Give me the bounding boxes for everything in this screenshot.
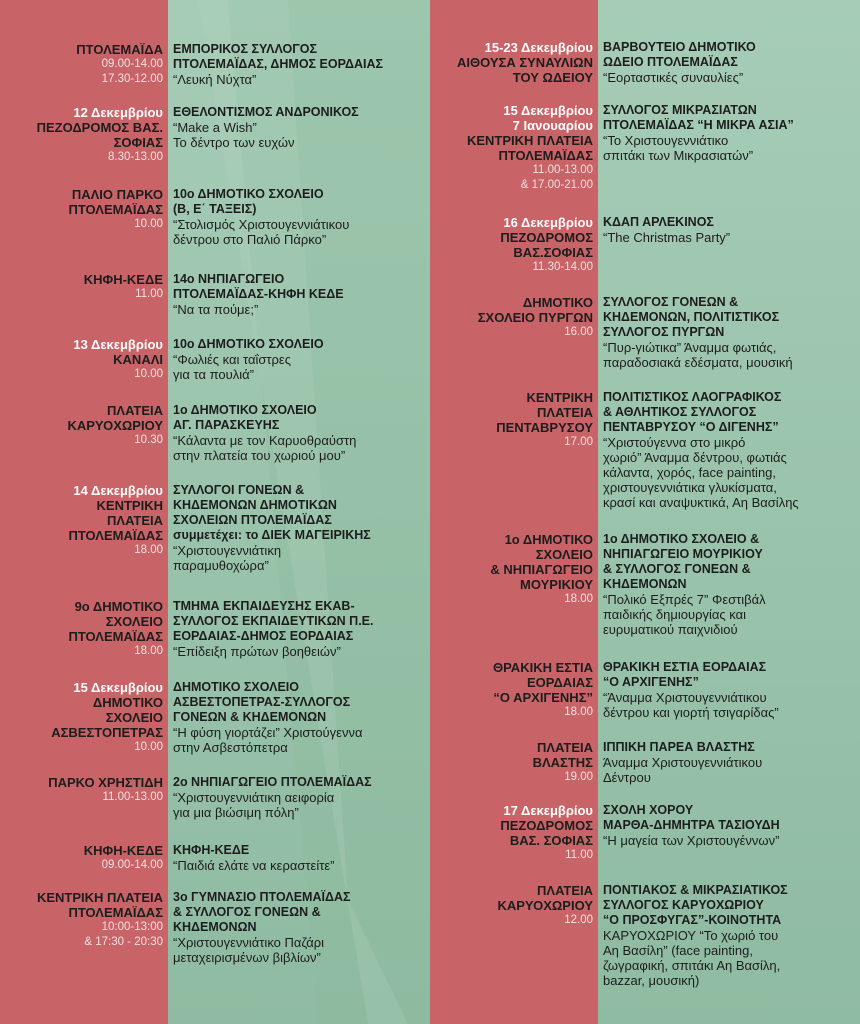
event-description: κάλαντα, χορός, face painting, (603, 465, 777, 480)
event-place: ΠΤΟΛΕΜΑΪΔΑΣ (68, 629, 163, 644)
event-description: “Η μαγεία των Χριστουγέννων” (603, 833, 780, 848)
event-when (433, 40, 593, 85)
event-when (3, 337, 163, 382)
event-place: ΣΧΟΛΕΙΟ ΠΥΡΓΩΝ (477, 310, 593, 325)
event-description: “Κάλαντα με τον Καρυοθραύστη (173, 433, 357, 448)
event-description: “Το Χριστουγεννιάτικο (603, 133, 729, 148)
event-date: 12 Δεκεμβρίου (73, 105, 163, 120)
event-description: “Πολικό Εξπρές 7” Φεστιβάλ (603, 592, 766, 607)
event-organizer: “Ο ΑΡΧΙΓΕΝΗΣ” (603, 675, 699, 689)
event-place: ΠΑΡΚΟ ΧΡΗΣΤΙΔΗ (48, 775, 163, 790)
event-organizer: ΔΗΜΟΤΙΚΟ ΣΧΟΛΕΙΟ (173, 680, 300, 694)
event-what (603, 215, 858, 245)
event-place: ΔΗΜΟΤΙΚΟ (92, 695, 163, 710)
event-place: & ΝΗΠΙΑΓΩΓΕΙΟ (490, 562, 593, 577)
event-when (433, 390, 593, 450)
event-organizer: ΣΧΟΛΗ ΧΟΡΟΥ (603, 803, 694, 817)
event-description: στην πλατεία του χωριού μου” (173, 448, 346, 463)
event-organizer: 10ο ΔΗΜΟΤΙΚΟ ΣΧΟΛΕΙΟ (173, 187, 324, 201)
event-what (603, 532, 858, 637)
event-when (433, 883, 593, 928)
event-time: 10.00 (134, 741, 163, 753)
event-organizer: ΤΜΗΜΑ ΕΚΠΑΙΔΕΥΣΗΣ ΕΚΑΒ- (173, 599, 355, 613)
event-place: ΚΗΦΗ-ΚΕΔΕ (83, 272, 163, 287)
event-description: “Εορταστικές συναυλίες” (603, 70, 744, 85)
event-description: Δέντρου (603, 770, 651, 785)
event-place: 9ο ΔΗΜΟΤΙΚΟ (74, 599, 163, 614)
event-organizer: ΣΥΛΛΟΓΟΙ ΓΟΝΕΩΝ & (173, 483, 305, 497)
event-when (433, 295, 593, 340)
event-organizer: ΠΤΟΛΕΜΑΪΔΑΣ “Η ΜΙΚΡΑ ΑΣΙΑ” (603, 118, 794, 132)
event-description: κρασί και αναψυκτικά, Αη Βασίλης (603, 495, 799, 510)
event-date: 14 Δεκεμβρίου (73, 483, 163, 498)
event-description: “Make a Wish” (173, 120, 257, 135)
event-description: για μια βιώσιμη πόλη” (173, 805, 299, 820)
event-date: 15 Δεκεμβρίου (73, 680, 163, 695)
event-place: ΣΟΦΙΑΣ (113, 135, 163, 150)
event-place: ΤΟΥ ΩΔΕΙΟΥ (512, 70, 593, 85)
event-time: 17.00 (564, 436, 593, 448)
event-place: ΠΤΟΛΕΜΑΪΔΑΣ (68, 202, 163, 217)
event-what (173, 337, 428, 382)
event-place: ΜΟΥΡΙΚΙΟΥ (520, 577, 593, 592)
event-organizer: ΣΥΛΛΟΓΟΣ ΜΙΚΡΑΣΙΑΤΩΝ (603, 103, 757, 117)
event-place: ΣΧΟΛΕΙΟ (105, 614, 163, 629)
event-what (173, 403, 428, 463)
event-organizer: ΠΟΝΤΙΑΚΟΣ & ΜΙΚΡΑΣΙΑΤΙΚΟΣ (603, 883, 788, 897)
event-time: 11.00 (135, 288, 163, 300)
event-organizer: ΠΕΝΤΑΒΡΥΣΟΥ “Ο ΔΙΓΕΝΗΣ” (603, 420, 779, 434)
event-organizer: 1ο ΔΗΜΟΤΙΚΟ ΣΧΟΛΕΙΟ & (603, 532, 760, 546)
event-time: & 17:30 - 20:30 (84, 936, 163, 948)
event-date: 15 Δεκεμβρίου (503, 103, 593, 118)
event-organizer: ΠΤΟΛΕΜΑΪΔΑΣ-ΚΗΦΗ ΚΕΔΕ (173, 287, 344, 301)
event-place: ΚΑΡΥΟΧΩΡΙΟΥ (67, 418, 163, 433)
event-description: “Χριστουγεννιάτικη αειφορία (173, 790, 335, 805)
event-when (433, 740, 593, 785)
event-description: παραμυθοχώρα” (173, 558, 269, 573)
event-organizer: ΚΗΔΕΜΟΝΩΝ ΔΗΜΟΤΙΚΩΝ (173, 498, 337, 512)
event-organizer: ΣΧΟΛΕΙΩΝ ΠΤΟΛΕΜΑΪΔΑΣ (173, 513, 332, 527)
event-time: 17.30-12.00 (101, 73, 163, 85)
event-place: ΚΕΝΤΡΙΚΗ ΠΛΑΤΕΙΑ (466, 133, 593, 148)
event-place: ΠΤΟΛΕΜΑΪΔΑ (76, 42, 163, 57)
event-place: ΚΑΡΥΟΧΩΡΙΟΥ (497, 898, 593, 913)
event-when (433, 215, 593, 275)
event-what (603, 660, 858, 720)
event-organizer: ΣΥΛΛΟΓΟΣ ΚΑΡΥΟΧΩΡΙΟΥ (603, 898, 764, 912)
event-time: 18.00 (564, 593, 593, 605)
event-description: “Χριστουγεννιάτικο Παζάρι (173, 935, 325, 950)
event-what (603, 740, 858, 785)
event-time: 18.00 (134, 544, 163, 556)
event-description: “The Christmas Party” (603, 230, 731, 245)
event-time: 8.30-13.00 (108, 151, 163, 163)
event-organizer: 1ο ΔΗΜΟΤΙΚΟ ΣΧΟΛΕΙΟ (173, 403, 317, 417)
event-when (3, 680, 163, 755)
event-description: μεταχειρισμένων βιβλίων” (173, 950, 321, 965)
event-time: 18.00 (134, 645, 163, 657)
event-time: 16.00 (564, 326, 593, 338)
event-organizer: ΣΥΛΛΟΓΟΣ ΠΥΡΓΩΝ (603, 325, 725, 339)
event-what (603, 883, 858, 988)
event-time: 18.00 (564, 706, 593, 718)
event-organizer: ΠΟΛΙΤΙΣΤΙΚΟΣ ΛΑΟΓΡΑΦΙΚΟΣ (603, 390, 782, 404)
event-organizer: ΣΥΛΛΟΓΟΣ ΕΚΠΑΙΔΕΥΤΙΚΩΝ Π.Ε. (173, 614, 374, 628)
event-organizer: ΘΡΑΚΙΚΗ ΕΣΤΙΑ ΕΟΡΔΑΙΑΣ (603, 660, 767, 674)
event-organizer: 2ο ΝΗΠΙΑΓΩΓΕΙΟ ΠΤΟΛΕΜΑΪΔΑΣ (173, 775, 372, 789)
event-what (173, 105, 428, 150)
event-place: ΑΙΘΟΥΣΑ ΣΥΝΑΥΛΙΩΝ (457, 55, 593, 70)
event-when (3, 890, 163, 950)
event-description: Το δέντρο των ευχών (173, 135, 295, 150)
event-date: 7 Ιανουαρίου (512, 118, 593, 133)
event-place: ΠΕΖΟΔΡΟΜΟΣ (500, 818, 593, 833)
event-time: 09.00-14.00 (101, 58, 163, 70)
event-what (603, 40, 858, 85)
event-date: 17 Δεκεμβρίου (503, 803, 593, 818)
event-time: 10.00 (134, 218, 163, 230)
event-when (3, 105, 163, 165)
event-time: 12.00 (564, 914, 593, 926)
event-organizer: 3ο ΓΥΜΝΑΣΙΟ ΠΤΟΛΕΜΑΪΔΑΣ (173, 890, 351, 904)
event-place: ΠΛΑΤΕΙΑ (537, 405, 593, 420)
event-place: ΠΛΑΤΕΙΑ (107, 403, 163, 418)
event-time: 10.30 (134, 434, 163, 446)
event-when (3, 187, 163, 232)
event-place: ΠΕΝΤΑΒΡΥΣΟΥ (496, 420, 593, 435)
event-organizer: (Β, Ε΄ ΤΑΞΕΙΣ) (173, 202, 257, 216)
event-organizer: & ΑΘΛΗΤΙΚΟΣ ΣΥΛΛΟΓΟΣ (603, 405, 757, 419)
event-description: ευρυματικού παιχνιδιού (603, 622, 738, 637)
event-place: ΠΤΟΛΕΜΑΪΔΑΣ (498, 148, 593, 163)
event-time: 09.00-14.00 (101, 859, 163, 871)
event-organizer: ΚΗΔΕΜΟΝΩΝ (603, 577, 687, 591)
event-place: ΑΣΒΕΣΤΟΠΕΤΡΑΣ (51, 725, 163, 740)
event-description: στην Ασβεστόπετρα (173, 740, 288, 755)
event-place: ΠΕΖΟΔΡΟΜΟΣ (500, 230, 593, 245)
event-time: 10:00-13:00 (101, 921, 163, 933)
event-place: ΠΛΑΤΕΙΑ (537, 883, 593, 898)
event-when (433, 660, 593, 720)
event-place: ΚΕΝΤΡΙΚΗ (526, 390, 593, 405)
event-when (433, 803, 593, 863)
event-what (173, 599, 428, 659)
event-description: παιδικής δημιουργίας και (603, 607, 747, 622)
event-organizer: ΕΘΕΛΟΝΤΙΣΜΟΣ ΑΝΔΡΟΝΙΚΟΣ (173, 105, 359, 119)
event-place: ΕΟΡΔΑΙΑΣ (526, 675, 593, 690)
event-description: “Να τα πούμε;” (173, 302, 259, 317)
event-description: “Η φύση γιορτάζει” Χριστούγεννα (173, 725, 363, 740)
event-organizer: “Ο ΠΡΟΣΦΥΓΑΣ”-ΚΟΙΝΟΤΗΤΑ (603, 913, 782, 927)
event-what (173, 42, 428, 87)
event-what (603, 803, 858, 848)
event-organizer: ΚΗΔΕΜΟΝΩΝ, ΠΟΛΙΤΙΣΤΙΚΟΣ (603, 310, 780, 324)
event-what (173, 272, 428, 317)
event-what (173, 775, 428, 820)
event-time: 11.00-13.00 (532, 164, 593, 176)
event-time: & 17.00-21.00 (520, 179, 593, 191)
event-what (173, 483, 428, 573)
event-place: ΚΗΦΗ-ΚΕΔΕ (83, 843, 163, 858)
event-organizer: ΓΟΝΕΩΝ & ΚΗΔΕΜΟΝΩΝ (173, 710, 327, 724)
event-organizer: ΚΗΦΗ-ΚΕΔΕ (173, 843, 250, 857)
event-organizer: ΑΣΒΕΣΤΟΠΕΤΡΑΣ-ΣΥΛΛΟΓΟΣ (173, 695, 351, 709)
event-place: ΒΑΣ. ΣΟΦΙΑΣ (509, 833, 593, 848)
event-description: “Παιδιά ελάτε να κεραστείτε” (173, 858, 335, 873)
event-what (603, 295, 858, 370)
event-organizer: 14ο ΝΗΠΙΑΓΩΓΕΙΟ (173, 272, 285, 286)
event-description: ζωγραφική, σπιτάκι Αη Βασίλη, (603, 958, 781, 973)
event-description: “Φωλιές και ταΐστρες (173, 352, 291, 367)
event-description: “Επίδειξη πρώτων βοηθειών” (173, 644, 341, 659)
event-when (3, 599, 163, 659)
event-description: bazzar, μουσική) (603, 973, 700, 988)
event-when (3, 272, 163, 302)
event-organizer: ΚΔΑΠ ΑΡΛΕΚΙΝΟΣ (603, 215, 714, 229)
event-organizer: ΒΑΡΒΟΥΤΕΙΟ ΔΗΜΟΤΙΚΟ (603, 40, 756, 54)
event-when (3, 775, 163, 805)
event-organizer: ΑΓ. ΠΑΡΑΣΚΕΥΗΣ (173, 418, 280, 432)
event-organizer: ΕΟΡΔΑΙΑΣ-ΔΗΜΟΣ ΕΟΡΔΑΙΑΣ (173, 629, 354, 643)
event-description: σπιτάκι των Μικρασιατών” (603, 148, 754, 163)
event-date: 16 Δεκεμβρίου (503, 215, 593, 230)
event-organizer: ΙΠΠΙΚΗ ΠΑΡΕΑ ΒΛΑΣΤΗΣ (603, 740, 755, 754)
event-what (173, 187, 428, 247)
event-place: “Ο ΑΡΧΙΓΕΝΗΣ” (493, 690, 593, 705)
event-place: 1ο ΔΗΜΟΤΙΚΟ (504, 532, 593, 547)
event-time: 19.00 (564, 771, 593, 783)
event-place: ΠΕΖΟΔΡΟΜΟΣ ΒΑΣ. (36, 120, 163, 135)
event-organizer: συμμετέχει: το ΔΙΕΚ ΜΑΓΕΙΡΙΚΗΣ (173, 528, 371, 542)
event-place: ΣΧΟΛΕΙΟ (105, 710, 163, 725)
event-when (3, 843, 163, 873)
event-organizer: & ΣΥΛΛΟΓΟΣ ΓΟΝΕΩΝ & (603, 562, 751, 576)
event-description: παραδοσιακά εδέσματα, μουσική (603, 355, 793, 370)
event-place: ΠΤΟΛΕΜΑΪΔΑΣ (68, 528, 163, 543)
event-organizer: & ΣΥΛΛΟΓΟΣ ΓΟΝΕΩΝ & (173, 905, 321, 919)
event-what (603, 390, 858, 510)
event-description: χωριό” Άναμμα δέντρου, φωτιάς (603, 450, 787, 465)
event-time: 11.30-14.00 (532, 261, 593, 273)
event-description: για τα πουλιά” (173, 367, 254, 382)
event-place: ΒΛΑΣΤΗΣ (532, 755, 593, 770)
event-description: “Λευκή Νύχτα” (173, 72, 257, 87)
event-what (603, 103, 858, 163)
event-when (433, 532, 593, 607)
event-place: ΠΛΑΤΕΙΑ (107, 513, 163, 528)
event-when (3, 483, 163, 558)
event-organizer: ΣΥΛΛΟΓΟΣ ΓΟΝΕΩΝ & (603, 295, 739, 309)
event-what (173, 680, 428, 755)
event-description: “Χριστούγεννα στο μικρό (603, 435, 746, 450)
event-time: 10.00 (134, 368, 163, 380)
event-date: 13 Δεκεμβρίου (73, 337, 163, 352)
event-place: ΚΑΝΑΛΙ (113, 352, 163, 367)
event-description: δέντρου στο Παλιό Πάρκο” (173, 232, 327, 247)
event-place: ΒΑΣ.ΣΟΦΙΑΣ (513, 245, 593, 260)
event-description: δέντρου και γιορτή τσιγαρίδας” (603, 705, 779, 720)
event-place: ΠΛΑΤΕΙΑ (537, 740, 593, 755)
event-what (173, 890, 428, 965)
event-when (3, 42, 163, 87)
event-place: ΠΤΟΛΕΜΑΪΔΑΣ (68, 905, 163, 920)
event-description: “Στολισμός Χριστουγεννιάτικου (173, 217, 350, 232)
event-description: “Πυρ-γιώτικα” Άναμμα φωτιάς, (603, 340, 777, 355)
event-place: ΚΕΝΤΡΙΚΗ ΠΛΑΤΕΙΑ (36, 890, 163, 905)
event-organizer: ΠΤΟΛΕΜΑΪΔΑΣ, ΔΗΜΟΣ ΕΟΡΔΑΙΑΣ (173, 57, 384, 71)
event-place: ΣΧΟΛΕΙΟ (535, 547, 593, 562)
event-description: χριστουγεννιάτικα γλυκίσματα, (603, 480, 777, 495)
event-when (3, 403, 163, 448)
event-place: ΔΗΜΟΤΙΚΟ (522, 295, 593, 310)
event-description: Αη Βασίλη” (face painting, (603, 943, 753, 958)
event-organizer: ΕΜΠΟΡΙΚΟΣ ΣΥΛΛΟΓΟΣ (173, 42, 317, 56)
event-place: ΘΡΑΚΙΚΗ ΕΣΤΙΑ (492, 660, 593, 675)
event-organizer: ΝΗΠΙΑΓΩΓΕΙΟ ΜΟΥΡΙΚΙΟΥ (603, 547, 763, 561)
event-organizer: 10ο ΔΗΜΟΤΙΚΟ ΣΧΟΛΕΙΟ (173, 337, 324, 351)
event-time: 11.00 (565, 849, 593, 861)
event-description: ΚΑΡΥΟΧΩΡΙΟΥ “Το χωριό του (603, 928, 779, 943)
event-description: “Άναμμα Χριστουγεννιάτικου (603, 690, 767, 705)
event-description: “Χριστουγεννιάτικη (173, 543, 282, 558)
event-when (433, 103, 593, 193)
event-date: 15-23 Δεκεμβρίου (484, 40, 593, 55)
event-what (173, 843, 428, 873)
event-organizer: ΩΔΕΙΟ ΠΤΟΛΕΜΑΪΔΑΣ (603, 55, 738, 69)
event-time: 11.00-13.00 (102, 791, 163, 803)
event-place: ΚΕΝΤΡΙΚΗ (96, 498, 163, 513)
event-place: ΠΑΛΙΟ ΠΑΡΚΟ (71, 187, 163, 202)
event-organizer: ΚΗΔΕΜΟΝΩΝ (173, 920, 257, 934)
event-description: Άναμμα Χριστουγεννιάτικου (603, 755, 763, 770)
event-organizer: ΜΑΡΘΑ-ΔΗΜΗΤΡΑ ΤΑΣΙΟΥΔΗ (603, 818, 780, 832)
